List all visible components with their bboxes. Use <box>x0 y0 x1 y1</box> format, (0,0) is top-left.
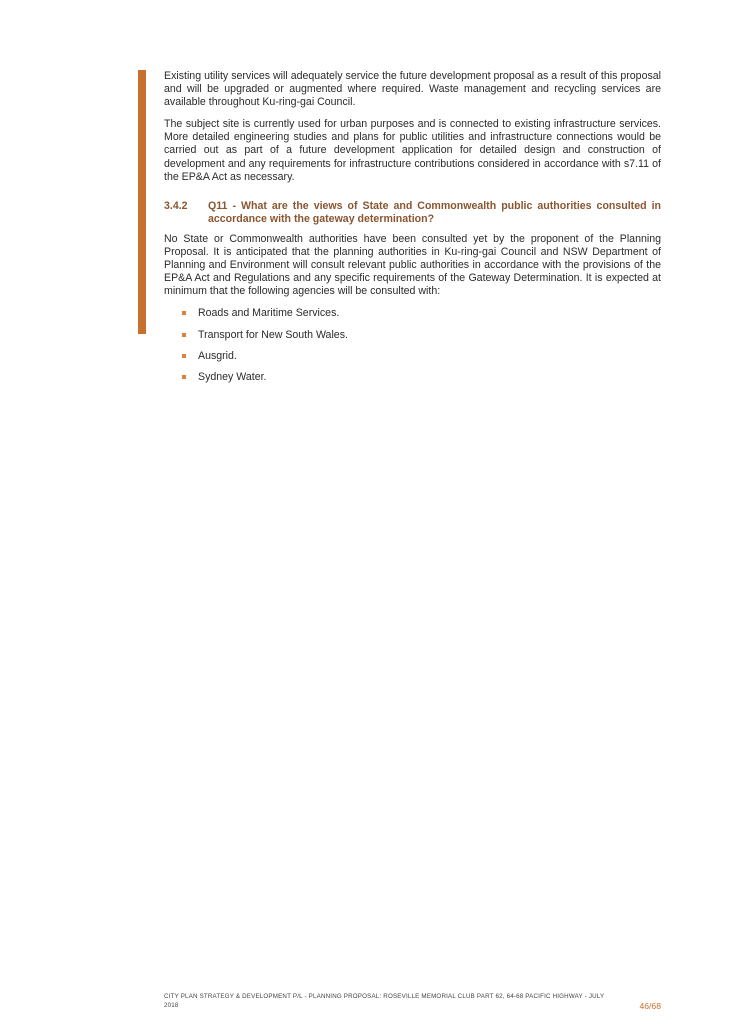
page-content <box>164 70 661 392</box>
list-item <box>164 350 661 363</box>
paragraph-subject-site: The subject site is currently used for urban purposes and is connected to existing infrastructure services. More detailed engineering studies and plans for public utilities and infrastructure connections would be carried out as part of a future development application for detailed design and construction of development and any requirements for infrastructure contributions considered in accordance with s7.11 of the EP&A Act as necessary. <box>164 118 661 183</box>
paragraph-consultation: No State or Commonwealth authorities have been consulted yet by the proponent of the Planning Proposal. It is anticipated that the planning authorities in Ku-ring-gai Council and NSW Department of Planning and Environment will consult relevant public authorities in accordance with the provisions of the EP&A Act and Regulations and any specific requirements of the Gateway Determination. It is expected at minimum that the following agencies will be consulted with: <box>164 232 661 298</box>
bullet-square-icon <box>182 333 186 337</box>
paragraph-utility-services: Existing utility services will adequately service the future development proposal as a result of this proposal and will be upgraded or augmented where required. Waste management and recycling services are available throughout Ku-ring-gai Council. <box>164 70 661 109</box>
footer-document-title: CITY PLAN STRATEGY & DEVELOPMENT P/L - PLANNING PROPOSAL: ROSEVILLE MEMORIAL CLUB PART 62, 64-68 PACIFIC HIGHWAY - JULY <box>164 993 605 1000</box>
list-item-text: Roads and Maritime Services. <box>198 307 340 320</box>
section-heading <box>164 200 661 227</box>
list-item-text: Ausgrid. <box>198 349 237 362</box>
bullet-square-icon <box>182 375 186 379</box>
list-item <box>164 307 661 320</box>
section-number: 3.4.2 <box>164 199 188 212</box>
revision-change-bar <box>138 70 146 334</box>
page-number: 46/68 <box>639 1000 661 1011</box>
list-item-text: Transport for New South Wales. <box>198 328 348 341</box>
list-item <box>164 371 661 384</box>
list-item-text: Sydney Water. <box>198 370 267 383</box>
page-footer <box>164 993 661 1011</box>
agency-list <box>164 307 661 383</box>
bullet-square-icon <box>182 354 186 358</box>
bullet-square-icon <box>182 311 186 315</box>
footer-year: 2018 <box>164 1002 179 1009</box>
list-item <box>164 329 661 342</box>
section-title: Q11 - What are the views of State and Commonwealth public authorities consulted in accordance with the gateway determination? <box>208 199 661 226</box>
